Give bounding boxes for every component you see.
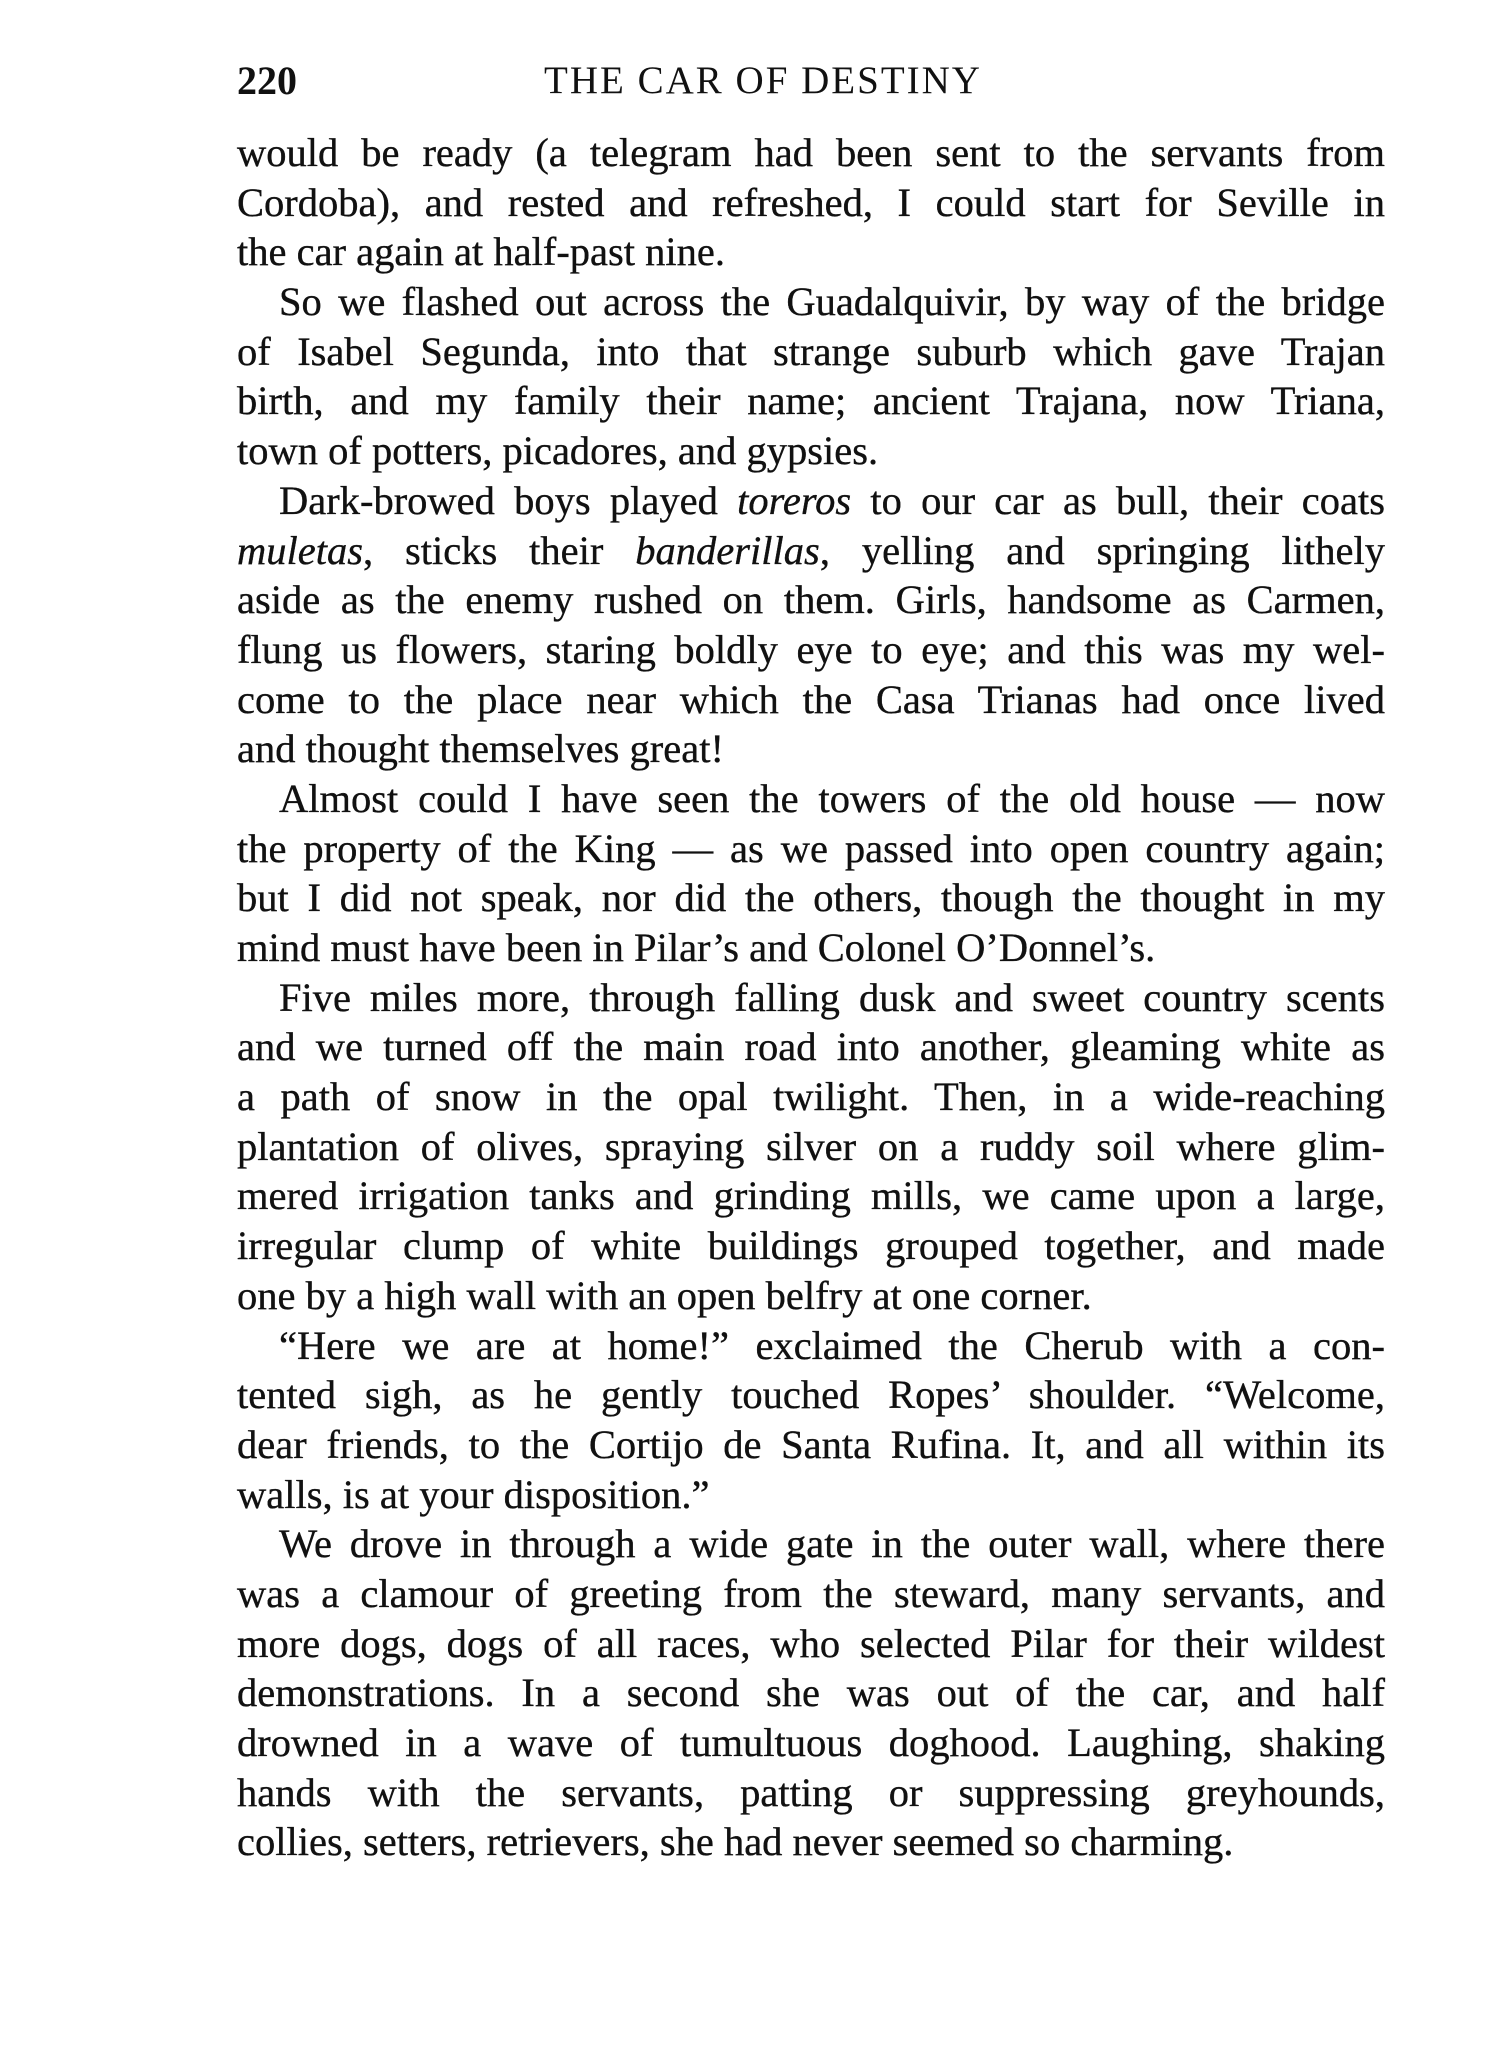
text-line — [237, 426, 1385, 476]
text-segment: to our car as bull, their coats — [851, 477, 1385, 523]
text-line — [237, 1221, 1385, 1271]
text-segment: aside as the enemy rushed on them. Girls, handsome as Carmen, — [237, 577, 1385, 623]
text-segment: collies, setters, retrievers, she had never seemed so charming. — [237, 1819, 1234, 1865]
text-segment: Cordoba), and rested and refreshed, I could start for Seville in — [237, 179, 1385, 225]
text-line — [237, 1171, 1385, 1221]
text-segment: and thought themselves great! — [237, 726, 724, 772]
text-segment: “Here we are at home!” exclaimed the Cherub with a con- — [279, 1322, 1385, 1368]
text-line — [237, 1321, 1385, 1371]
paragraph — [237, 1321, 1385, 1520]
text-segment: the property of the King — as we passed into open country again; — [237, 825, 1385, 871]
text-segment: Dark-browed boys played — [279, 477, 738, 523]
text-segment: town of potters, picadores, and gypsies. — [237, 428, 879, 474]
text-line — [237, 227, 1385, 277]
text-line — [237, 973, 1385, 1023]
text-segment: Almost could I have seen the towers of the old house — now — [279, 775, 1385, 821]
text-line — [237, 1271, 1385, 1321]
text-segment: , yelling and springing lithely — [819, 527, 1385, 573]
text-segment: Five miles more, through falling dusk and sweet country scents — [279, 974, 1385, 1020]
text-line — [237, 774, 1385, 824]
text-segment: mind must have been in Pilar’s and Colonel O’Donnel’s. — [237, 925, 1156, 970]
text-line — [237, 575, 1385, 625]
text-segment: dear friends, to the Cortijo de Santa Rufina. It, and all within its — [237, 1421, 1385, 1467]
text-line — [237, 178, 1385, 228]
text-line — [237, 277, 1385, 327]
text-line — [237, 128, 1385, 178]
paragraph — [237, 774, 1385, 973]
paragraph — [237, 128, 1385, 277]
text-line — [237, 1519, 1385, 1569]
paragraph — [237, 1519, 1385, 1867]
text-segment: flung us flowers, staring boldly eye to eye; and this was my wel- — [237, 626, 1385, 672]
text-segment: irregular clump of white buildings grouped together, and made — [237, 1223, 1385, 1269]
text-line — [237, 1420, 1385, 1470]
text-segment: So we flashed out across the Guadalquivir, by way of the bridge — [279, 279, 1385, 325]
text-line — [237, 675, 1385, 725]
italic-text: banderillas — [635, 527, 820, 573]
paragraph — [237, 476, 1385, 774]
text-segment: one by a high wall with an open belfry at one corner. — [237, 1272, 1092, 1318]
text-segment: a path of snow in the opal twilight. Then, in a wide-reaching — [237, 1074, 1385, 1120]
page-number: 220 — [237, 58, 297, 103]
text-line — [237, 1072, 1385, 1122]
text-line — [237, 724, 1385, 774]
running-title: THE CAR OF DESTINY — [544, 59, 982, 102]
text-line — [237, 923, 1385, 973]
body-text — [237, 128, 1385, 1867]
text-line — [237, 824, 1385, 874]
text-line — [237, 625, 1385, 675]
text-segment: and we turned off the main road into another, gleaming white as — [237, 1024, 1385, 1070]
text-line — [237, 1619, 1385, 1669]
italic-text: muletas — [237, 527, 363, 573]
paragraph — [237, 277, 1385, 476]
text-line — [237, 1569, 1385, 1619]
text-line — [237, 1817, 1385, 1867]
text-segment: , sticks their — [363, 527, 636, 573]
text-line — [237, 1022, 1385, 1072]
text-segment: more dogs, dogs of all races, who selected Pilar for their wildest — [237, 1620, 1385, 1666]
text-segment: of Isabel Segunda, into that strange suburb which gave Trajan — [237, 328, 1385, 374]
text-line — [237, 476, 1385, 526]
text-line — [237, 1370, 1385, 1420]
text-segment: demonstrations. In a second she was out of the car, and half — [237, 1670, 1385, 1716]
text-segment: birth, and my family their name; ancient Trajana, now Triana, — [237, 378, 1385, 424]
text-line — [237, 873, 1385, 923]
text-segment: hands with the servants, patting or suppressing greyhounds, — [237, 1769, 1385, 1815]
text-segment: tented sigh, as he gently touched Ropes’ shoulder. “Welcome, — [237, 1372, 1385, 1418]
text-segment: was a clamour of greeting from the steward, many servants, and — [237, 1570, 1385, 1616]
text-line — [237, 1718, 1385, 1768]
text-line — [237, 1668, 1385, 1718]
text-segment: the car again at half-past nine. — [237, 229, 726, 275]
text-line — [237, 327, 1385, 377]
text-segment: plantation of olives, spraying silver on a ruddy soil where glim- — [237, 1123, 1385, 1169]
text-line — [237, 1122, 1385, 1172]
text-line — [237, 1470, 1385, 1520]
text-segment: mered irrigation tanks and grinding mills, we came upon a large, — [237, 1173, 1385, 1219]
paragraph — [237, 973, 1385, 1321]
text-segment: come to the place near which the Casa Trianas had once lived — [237, 676, 1385, 722]
text-segment: drowned in a wave of tumultuous doghood. Laughing, shaking — [237, 1720, 1385, 1765]
text-segment: We drove in through a wide gate in the outer wall, where there — [279, 1521, 1385, 1567]
text-line — [237, 526, 1385, 576]
italic-text: toreros — [737, 477, 852, 523]
running-head — [237, 56, 1385, 106]
text-segment: but I did not speak, nor did the others, though the thought in my — [237, 875, 1385, 921]
text-line — [237, 1768, 1385, 1818]
text-segment: walls, is at your disposition.” — [237, 1471, 710, 1517]
text-line — [237, 376, 1385, 426]
text-segment: would be ready (a telegram had been sent to the servants from — [237, 130, 1385, 175]
